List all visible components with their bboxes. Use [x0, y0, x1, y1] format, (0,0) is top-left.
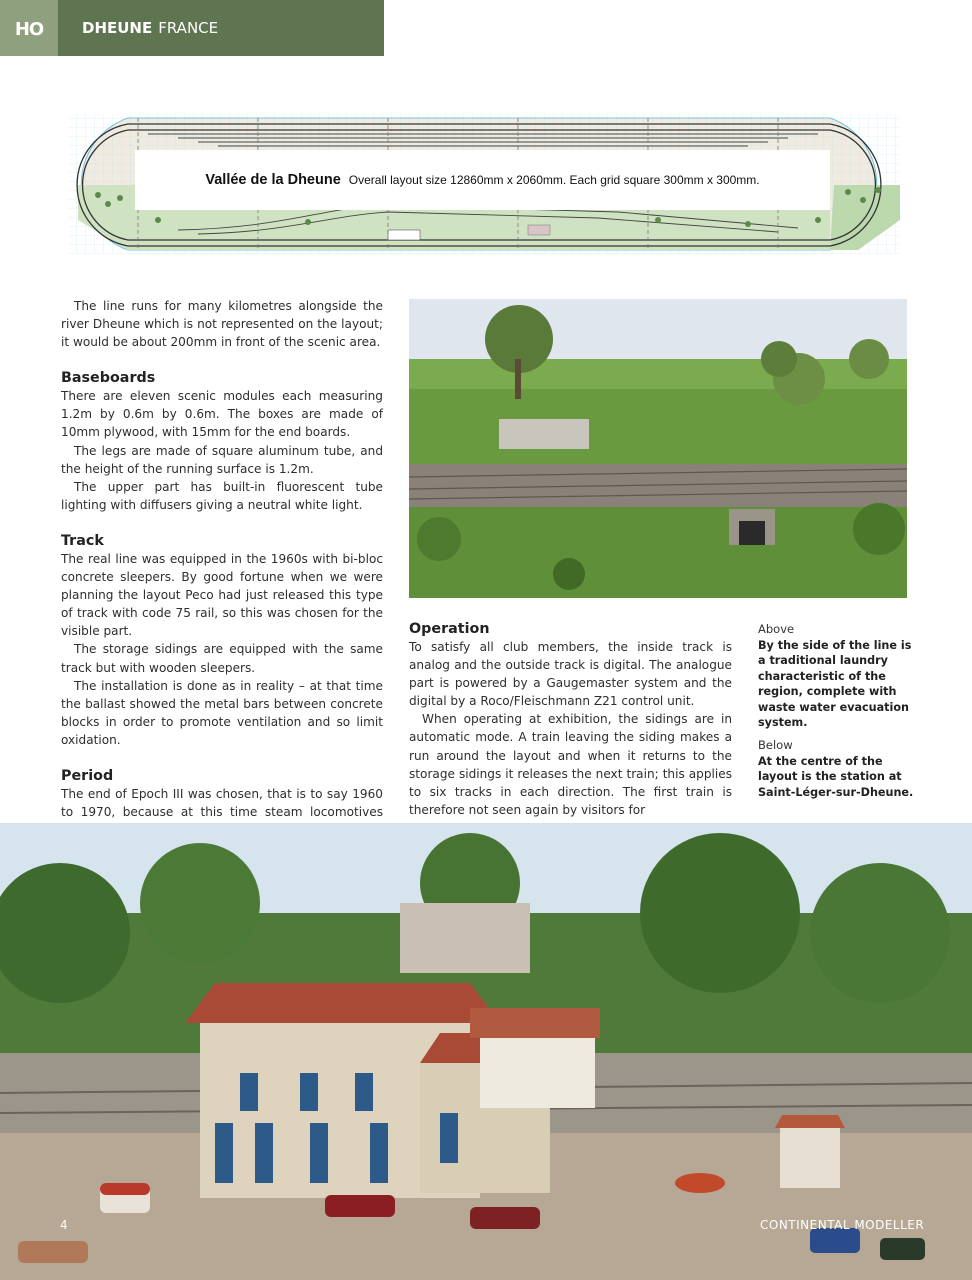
paragraph: To satisfy all club members, the inside track is analog and the outside track is digital. The analogue part is powered by a Gaugemaster system and the digital by a Roco/Fleischmann Z21 control unit.	[409, 640, 732, 709]
station-photo	[0, 823, 972, 1280]
caption-label: Above	[758, 622, 795, 636]
header-title	[82, 19, 218, 37]
caption-text: At the centre of the layout is the station at Saint-Léger-sur-Dheune.	[758, 754, 914, 799]
section-heading-baseboards: Baseboards	[61, 370, 156, 387]
caption-text: By the side of the line is a traditional laundry characteristic of the region, complete with waste water evacuation system.	[758, 638, 912, 729]
scale-badge: HO	[0, 0, 58, 56]
left-column	[61, 297, 383, 839]
section-heading-operation: Operation	[409, 621, 490, 637]
paragraph: The storage sidings are equipped with the same track but with wooden sleepers.	[61, 642, 383, 675]
paragraph: The end of Epoch III was chosen, that is to say 1960 to 1970, because at this time steam locomotives	[61, 786, 383, 820]
caption-label: Below	[758, 738, 793, 752]
plan-name: Vallée de la Dheune	[205, 172, 341, 188]
paragraph: The legs are made of square aluminum tube, and the height of the running surface is 1.2m.	[61, 443, 383, 476]
paragraph: The installation is done as in reality – at that time the ballast showed the metal bars between concrete blocks in order to promote ventilation and so limit oxidation.	[61, 678, 383, 747]
layout-name: DHEUNE	[82, 19, 153, 37]
caption-above	[758, 622, 918, 731]
paragraph: There are eleven scenic modules each measuring 1.2m by 0.6m by 0.6m. The boxes are made of 10mm plywood, with 15mm for the end boards.	[61, 389, 383, 440]
magazine-name: CONTINENTAL MODELLER	[760, 1218, 925, 1232]
paragraph: The real line was equipped in the 1960s with bi-bloc concrete sleepers. By good fortune when we were planning the layout Peco had just released this type of track with code 75 rail, so this was chosen for the visible part.	[61, 551, 383, 639]
paragraph: When operating at exhibition, the sidings are in automatic mode. A train leaving the siding makes a run around the layout and when it returns to the storage sidings it releases the next train; this applies to six tracks in each direction. The first train is therefore not seen again by visitors for	[409, 712, 732, 817]
caption-below	[758, 738, 918, 800]
header-band	[0, 0, 384, 56]
page-number: 4	[60, 1218, 68, 1232]
country-label: FRANCE	[158, 19, 219, 37]
section-heading-period: Period	[61, 767, 114, 784]
intro-paragraph: The line runs for many kilometres alongside the river Dheune which is not represented on the layout; it would be about 200mm in front of the scenic area.	[61, 299, 383, 350]
section-heading-track: Track	[61, 532, 104, 549]
plan-description: Overall layout size 12860mm x 2060mm. Each grid square 300mm x 300mm.	[348, 173, 760, 187]
middle-column	[409, 620, 732, 819]
paragraph: The upper part has built-in fluorescent tube lighting with diffusers giving a neutral white light.	[61, 479, 383, 512]
plan-caption	[135, 150, 830, 210]
laundry-photo	[409, 299, 907, 598]
